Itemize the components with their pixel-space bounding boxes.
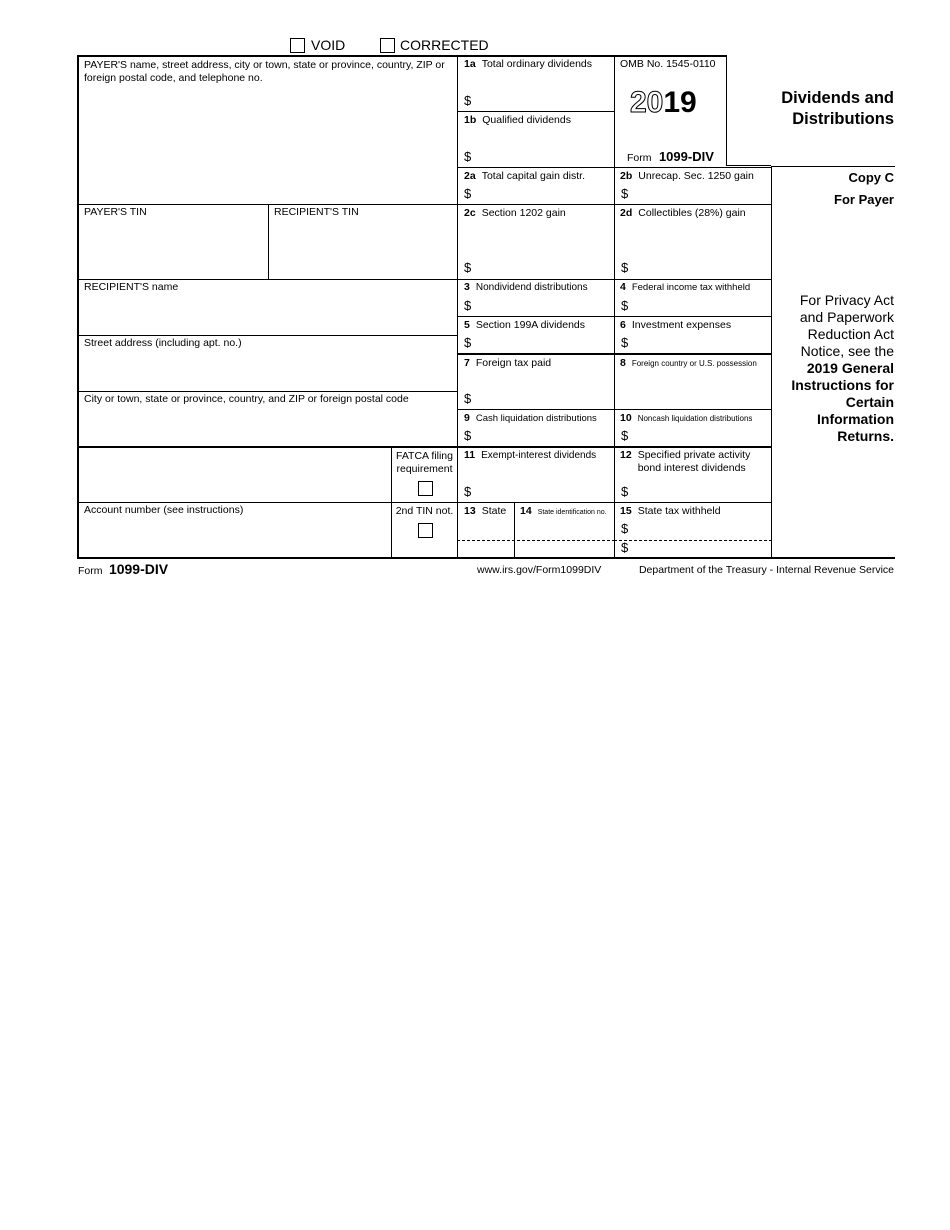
- box-12-dollar: $: [621, 484, 629, 499]
- box-5-dollar: $: [464, 335, 472, 350]
- box-2b[interactable]: 2b Unrecap. Sec. 1250 gain: [620, 170, 754, 182]
- box-15-dollar-2: $: [621, 540, 629, 555]
- footer-department: Department of the Treasury - Internal Revenue Service: [638, 564, 894, 576]
- city-field[interactable]: [84, 393, 454, 406]
- form-title-line1: Dividends and: [781, 89, 894, 107]
- payer-name-field[interactable]: [84, 59, 454, 85]
- second-tin-label: 2nd TIN not.: [395, 505, 454, 517]
- fatca-checkbox[interactable]: [418, 481, 433, 496]
- box-2c[interactable]: 2c Section 1202 gain: [464, 207, 566, 219]
- box-9[interactable]: 9 Cash liquidation distributions: [464, 412, 597, 424]
- box-10-label: Noncash liquidation distributions: [637, 414, 753, 423]
- tax-year-outline: 20: [630, 86, 664, 119]
- box-5-label: Section 199A dividends: [475, 319, 586, 331]
- box-1b[interactable]: 1b Qualified dividends: [464, 114, 571, 126]
- fatca-label: FATCA filing requirement: [396, 450, 453, 475]
- box-7-label: Foreign tax paid: [475, 357, 552, 369]
- box-2b-dollar: $: [621, 186, 629, 201]
- box-4[interactable]: 4 Federal income tax withheld: [620, 281, 751, 293]
- box-14[interactable]: 14 State identification no.: [520, 505, 607, 517]
- void-label: VOID: [311, 37, 346, 53]
- privacy-notice: For Privacy Act and Paperwork Reduction Act Notice, see the 2019 General Instructions for Certain Information Returns.: [791, 292, 894, 444]
- box-2d-label: Collectibles (28%) gain: [638, 207, 746, 219]
- box-1b-dollar: $: [464, 149, 472, 164]
- box-2a[interactable]: 2a Total capital gain distr.: [464, 170, 585, 182]
- box-1a-dollar: $: [464, 93, 472, 108]
- box-2a-dollar: $: [464, 186, 472, 201]
- box-13-label: State: [481, 505, 507, 517]
- box-11-dollar: $: [464, 484, 472, 499]
- account-number-label: Account number (see instructions): [84, 504, 244, 516]
- form-id-prefix: Form: [627, 152, 652, 164]
- form-title-line2: Distributions: [792, 110, 894, 128]
- box-10[interactable]: 10 Noncash liquidation distributions: [620, 412, 753, 424]
- omb-number: OMB No. 1545-0110: [620, 58, 716, 70]
- box-6-dollar: $: [621, 335, 629, 350]
- footer-form-id: Form 1099-DIV: [78, 561, 169, 577]
- box-2d-dollar: $: [621, 260, 629, 275]
- payer-tin-label: PAYER'S TIN: [84, 206, 147, 218]
- payer-tin-field[interactable]: [84, 206, 264, 219]
- tax-year-bold: 19: [663, 86, 697, 119]
- form-id: [627, 148, 714, 166]
- box-11[interactable]: 11 Exempt-interest dividends: [464, 449, 597, 461]
- city-label: City or town, state or province, country, and ZIP or foreign postal code: [84, 393, 409, 405]
- recipient-name-label: RECIPIENT'S name: [84, 281, 179, 293]
- box-7[interactable]: 7 Foreign tax paid: [464, 357, 552, 369]
- box-12[interactable]: 12 Specified private activity bond interest dividends: [620, 449, 770, 475]
- box-5[interactable]: 5 Section 199A dividends: [464, 319, 586, 331]
- void-checkbox[interactable]: [290, 38, 305, 53]
- tax-year: [630, 86, 697, 120]
- box-9-label: Cash liquidation distributions: [475, 413, 597, 424]
- box-7-dollar: $: [464, 391, 472, 406]
- box-6-label: Investment expenses: [631, 319, 732, 331]
- for-payer-label: For Payer: [834, 192, 894, 207]
- box-4-dollar: $: [621, 298, 629, 313]
- footer-url: www.irs.gov/Form1099DIV: [477, 564, 602, 576]
- box-13[interactable]: 13 State: [464, 505, 507, 517]
- box-2a-label: Total capital gain distr.: [481, 170, 585, 182]
- payer-name-label: PAYER'S name, street address, city or town, state or province, country, ZIP or foreign postal code, and telephone no.: [84, 59, 445, 84]
- corrected-label: CORRECTED: [400, 37, 489, 53]
- box-10-dollar: $: [621, 428, 629, 443]
- corrected-checkbox[interactable]: [380, 38, 395, 53]
- box-14-label: State identification no.: [537, 509, 607, 516]
- box-15-dollar-1: $: [621, 521, 629, 536]
- copy-c-label: Copy C: [848, 170, 894, 185]
- box-2c-dollar: $: [464, 260, 472, 275]
- account-number-field[interactable]: [84, 504, 384, 517]
- box-15[interactable]: 15 State tax withheld: [620, 505, 721, 517]
- box-8-label: Foreign country or U.S. possession: [631, 359, 757, 368]
- recipient-tin-field[interactable]: [274, 206, 454, 219]
- box-3-label: Nondividend distributions: [475, 282, 588, 293]
- recipient-tin-label: RECIPIENT'S TIN: [274, 206, 359, 218]
- street-address-label: Street address (including apt. no.): [84, 337, 242, 349]
- box-1b-label: Qualified dividends: [482, 114, 571, 126]
- second-tin-checkbox[interactable]: [418, 523, 433, 538]
- box-8[interactable]: 8 Foreign country or U.S. possession: [620, 357, 757, 369]
- box-1a[interactable]: 1a Total ordinary dividends: [464, 58, 592, 70]
- box-11-label: Exempt-interest dividends: [481, 450, 597, 461]
- box-6[interactable]: 6 Investment expenses: [620, 319, 732, 331]
- box-2b-label: Unrecap. Sec. 1250 gain: [638, 170, 754, 182]
- box-12-label: Specified private activity bond interest dividends: [637, 449, 751, 474]
- box-3[interactable]: 3 Nondividend distributions: [464, 281, 588, 293]
- box-15-label: State tax withheld: [637, 505, 721, 517]
- box-4-label: Federal income tax withheld: [631, 282, 751, 293]
- street-address-field[interactable]: [84, 337, 454, 350]
- box-3-dollar: $: [464, 298, 472, 313]
- box-2d[interactable]: 2d Collectibles (28%) gain: [620, 207, 746, 219]
- box-1a-label: Total ordinary dividends: [481, 58, 592, 70]
- box-9-dollar: $: [464, 428, 472, 443]
- form-id-name: 1099-DIV: [658, 149, 714, 164]
- recipient-name-field[interactable]: [84, 281, 454, 294]
- form-title: [735, 88, 894, 130]
- box-2c-label: Section 1202 gain: [481, 207, 566, 219]
